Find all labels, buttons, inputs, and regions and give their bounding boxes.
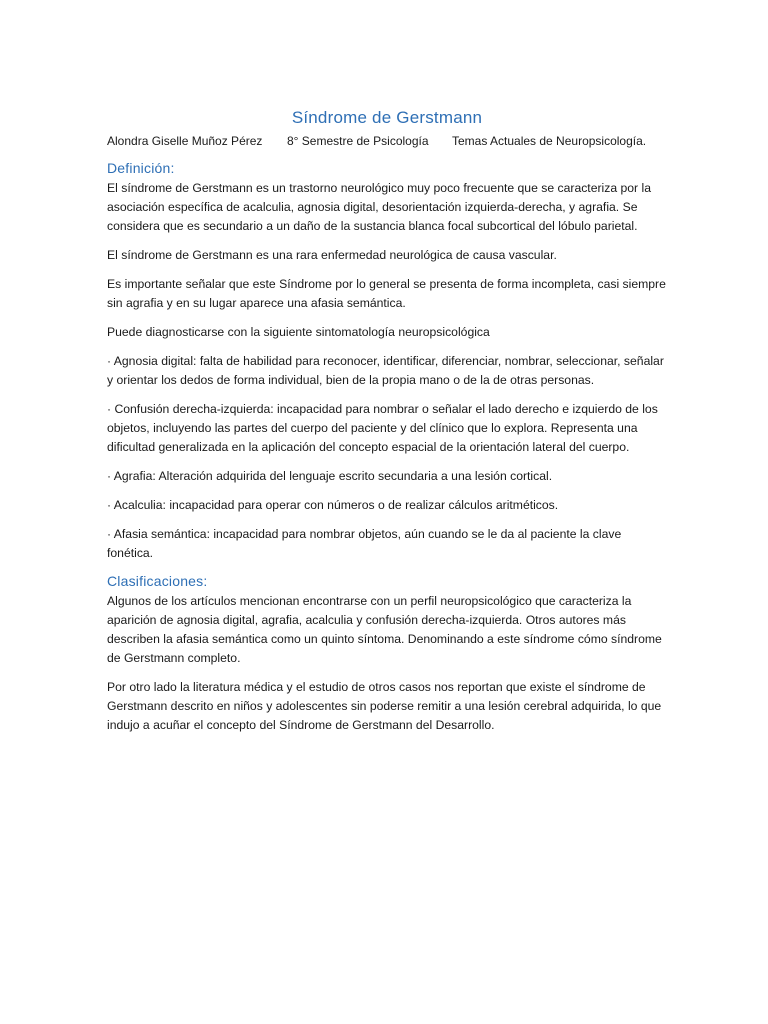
course-name: Temas Actuales de Neuropsicología. — [452, 134, 647, 148]
bullet-paragraph: · Acalculia: incapacidad para operar con números o de realizar cálculos aritméticos. — [107, 498, 559, 512]
document-page — [107, 108, 667, 745]
bullet-paragraph: · Afasia semántica: incapacidad para nombrar objetos, aún cuando se le da al paciente la clave fonética. — [107, 527, 622, 560]
section-heading: Definición: — [107, 160, 175, 176]
section-heading: Clasificaciones: — [107, 573, 208, 589]
paragraph: Es importante señalar que este Síndrome por lo general se presenta de forma incompleta, casi siempre sin agrafia y en su lugar aparece una afasia semántica. — [107, 277, 666, 310]
section-clasificaciones — [107, 573, 667, 735]
bullet-paragraph: · Agrafia: Alteración adquirida del lenguaje escrito secundaria a una lesión cortical. — [107, 469, 553, 483]
author-name: Alondra Giselle Muñoz Pérez — [107, 134, 263, 148]
bullet-paragraph: · Confusión derecha-izquierda: incapacidad para nombrar o señalar el lado derecho e izquierdo de los objetos, incluyendo las partes del cuerpo del paciente y del clínico que lo explora. Representa una dificultad generalizada en la aplicación del concepto espacial de la orientación lateral del cuerpo. — [107, 402, 658, 454]
byline — [107, 134, 667, 148]
bullet-paragraph: · Agnosia digital: falta de habilidad para reconocer, identificar, diferenciar, nombrar, seleccionar, señalar y orientar los dedos de forma individual, bien de la propia mano o de la de otras personas. — [107, 354, 664, 387]
paragraph: El síndrome de Gerstmann es un trastorno neurológico muy poco frecuente que se caracteriza por la asociación específica de acalculia, agnosia digital, desorientación izquierda-derecha, y agrafia. Se considera que es secundario a un daño de la sustancia blanca focal subcortical del lóbulo parietal. — [107, 181, 651, 233]
paragraph: Puede diagnosticarse con la siguiente sintomatología neuropsicológica — [107, 325, 490, 339]
section-definicion — [107, 160, 667, 563]
document-title: Síndrome de Gerstmann — [291, 108, 483, 127]
paragraph: Algunos de los artículos mencionan encontrarse con un perfil neuropsicológico que caracteriza la aparición de agnosia digital, agrafia, acalculia y confusión derecha-izquierda. Otros autores más describen la afasia semántica como un quinto síntoma. Denominando a este síndrome cómo síndrome de Gerstmann completo. — [107, 594, 662, 665]
paragraph: Por otro lado la literatura médica y el estudio de otros casos nos reportan que existe el síndrome de Gerstmann descrito en niños y adolescentes sin poderse remitir a una lesión cerebral adquirida, lo que indujo a acuñar el concepto del Síndrome de Gerstmann del Desarrollo. — [107, 680, 662, 732]
semester-label: 8° Semestre de Psicología — [287, 134, 429, 148]
paragraph: El síndrome de Gerstmann es una rara enfermedad neurológica de causa vascular. — [107, 248, 557, 262]
